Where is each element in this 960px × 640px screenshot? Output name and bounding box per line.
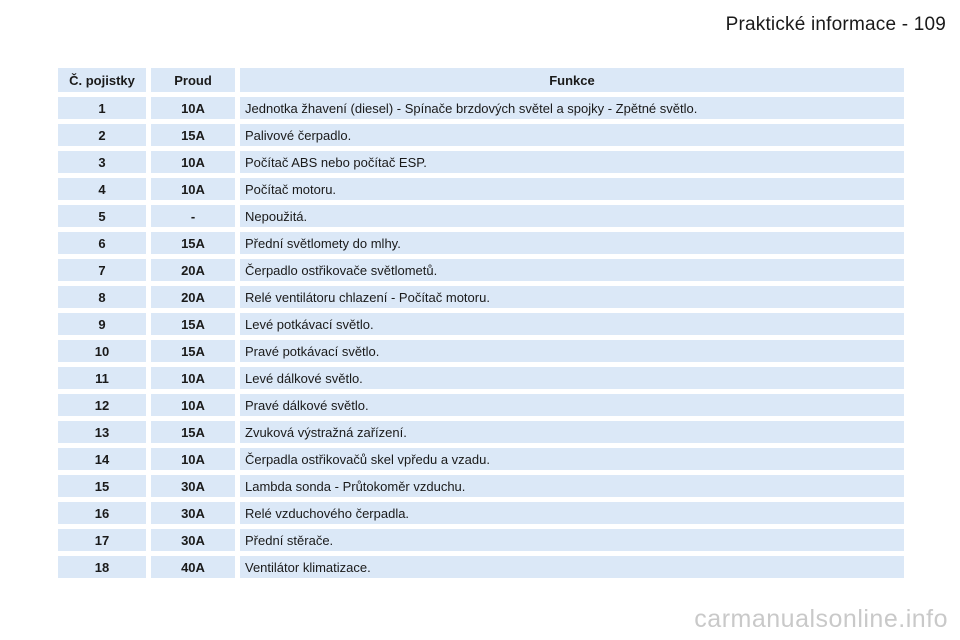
fuse-number-cell: 5 (58, 205, 151, 227)
function-cell: Čerpadlo ostřikovače světlometů. (240, 259, 904, 281)
table-row (58, 340, 904, 362)
table-header-row (58, 68, 904, 92)
table-row (58, 367, 904, 389)
function-cell: Palivové čerpadlo. (240, 124, 904, 146)
table-row (58, 151, 904, 173)
fuse-number-cell: 8 (58, 286, 151, 308)
header-current: Proud (151, 68, 240, 92)
current-cell: 40A (151, 556, 240, 578)
fuse-number-cell: 4 (58, 178, 151, 200)
current-cell: 15A (151, 421, 240, 443)
table-row (58, 178, 904, 200)
current-cell: 20A (151, 259, 240, 281)
function-cell: Zvuková výstražná zařízení. (240, 421, 904, 443)
current-cell: 30A (151, 502, 240, 524)
header-fuse-number: Č. pojistky (58, 68, 151, 92)
table-row (58, 97, 904, 119)
page-title: Praktické informace - 109 (725, 14, 946, 35)
table-row (58, 259, 904, 281)
fuse-number-cell: 17 (58, 529, 151, 551)
fuse-table-body (58, 97, 904, 578)
table-row (58, 448, 904, 470)
fuse-number-cell: 3 (58, 151, 151, 173)
function-cell: Ventilátor klimatizace. (240, 556, 904, 578)
fuse-number-cell: 15 (58, 475, 151, 497)
function-cell: Pravé dálkové světlo. (240, 394, 904, 416)
table-row (58, 286, 904, 308)
table-row (58, 421, 904, 443)
function-cell: Čerpadla ostřikovačů skel vpředu a vzadu. (240, 448, 904, 470)
fuse-number-cell: 7 (58, 259, 151, 281)
table-row (58, 232, 904, 254)
function-cell: Levé dálkové světlo. (240, 367, 904, 389)
function-cell: Počítač ABS nebo počítač ESP. (240, 151, 904, 173)
fuse-number-cell: 1 (58, 97, 151, 119)
table-row (58, 394, 904, 416)
function-cell: Relé ventilátoru chlazení - Počítač motoru. (240, 286, 904, 308)
table-row (58, 556, 904, 578)
current-cell: 15A (151, 232, 240, 254)
fuse-table (58, 63, 904, 583)
current-cell: 10A (151, 394, 240, 416)
fuse-number-cell: 18 (58, 556, 151, 578)
fuse-number-cell: 12 (58, 394, 151, 416)
table-row (58, 205, 904, 227)
current-cell: 15A (151, 124, 240, 146)
function-cell: Levé potkávací světlo. (240, 313, 904, 335)
current-cell: 15A (151, 340, 240, 362)
current-cell: 10A (151, 178, 240, 200)
table-row (58, 124, 904, 146)
current-cell: 30A (151, 529, 240, 551)
fuse-number-cell: 14 (58, 448, 151, 470)
current-cell: 10A (151, 367, 240, 389)
fuse-number-cell: 2 (58, 124, 151, 146)
function-cell: Lambda sonda - Průtokoměr vzduchu. (240, 475, 904, 497)
current-cell: 10A (151, 97, 240, 119)
watermark-text: carmanualsonline.info (694, 605, 948, 633)
table-row (58, 502, 904, 524)
current-cell: 10A (151, 151, 240, 173)
function-cell: Přední stěrače. (240, 529, 904, 551)
fuse-number-cell: 9 (58, 313, 151, 335)
fuse-number-cell: 6 (58, 232, 151, 254)
table-row (58, 529, 904, 551)
function-cell: Počítač motoru. (240, 178, 904, 200)
current-cell: 15A (151, 313, 240, 335)
table-row (58, 475, 904, 497)
table-row (58, 313, 904, 335)
current-cell: 10A (151, 448, 240, 470)
current-cell: 20A (151, 286, 240, 308)
current-cell: - (151, 205, 240, 227)
function-cell: Relé vzduchového čerpadla. (240, 502, 904, 524)
fuse-number-cell: 16 (58, 502, 151, 524)
fuse-number-cell: 13 (58, 421, 151, 443)
function-cell: Přední světlomety do mlhy. (240, 232, 904, 254)
fuse-number-cell: 11 (58, 367, 151, 389)
header-function: Funkce (240, 68, 904, 92)
function-cell: Nepoužitá. (240, 205, 904, 227)
function-cell: Pravé potkávací světlo. (240, 340, 904, 362)
fuse-number-cell: 10 (58, 340, 151, 362)
function-cell: Jednotka žhavení (diesel) - Spínače brzdových světel a spojky - Zpětné světlo. (240, 97, 904, 119)
current-cell: 30A (151, 475, 240, 497)
